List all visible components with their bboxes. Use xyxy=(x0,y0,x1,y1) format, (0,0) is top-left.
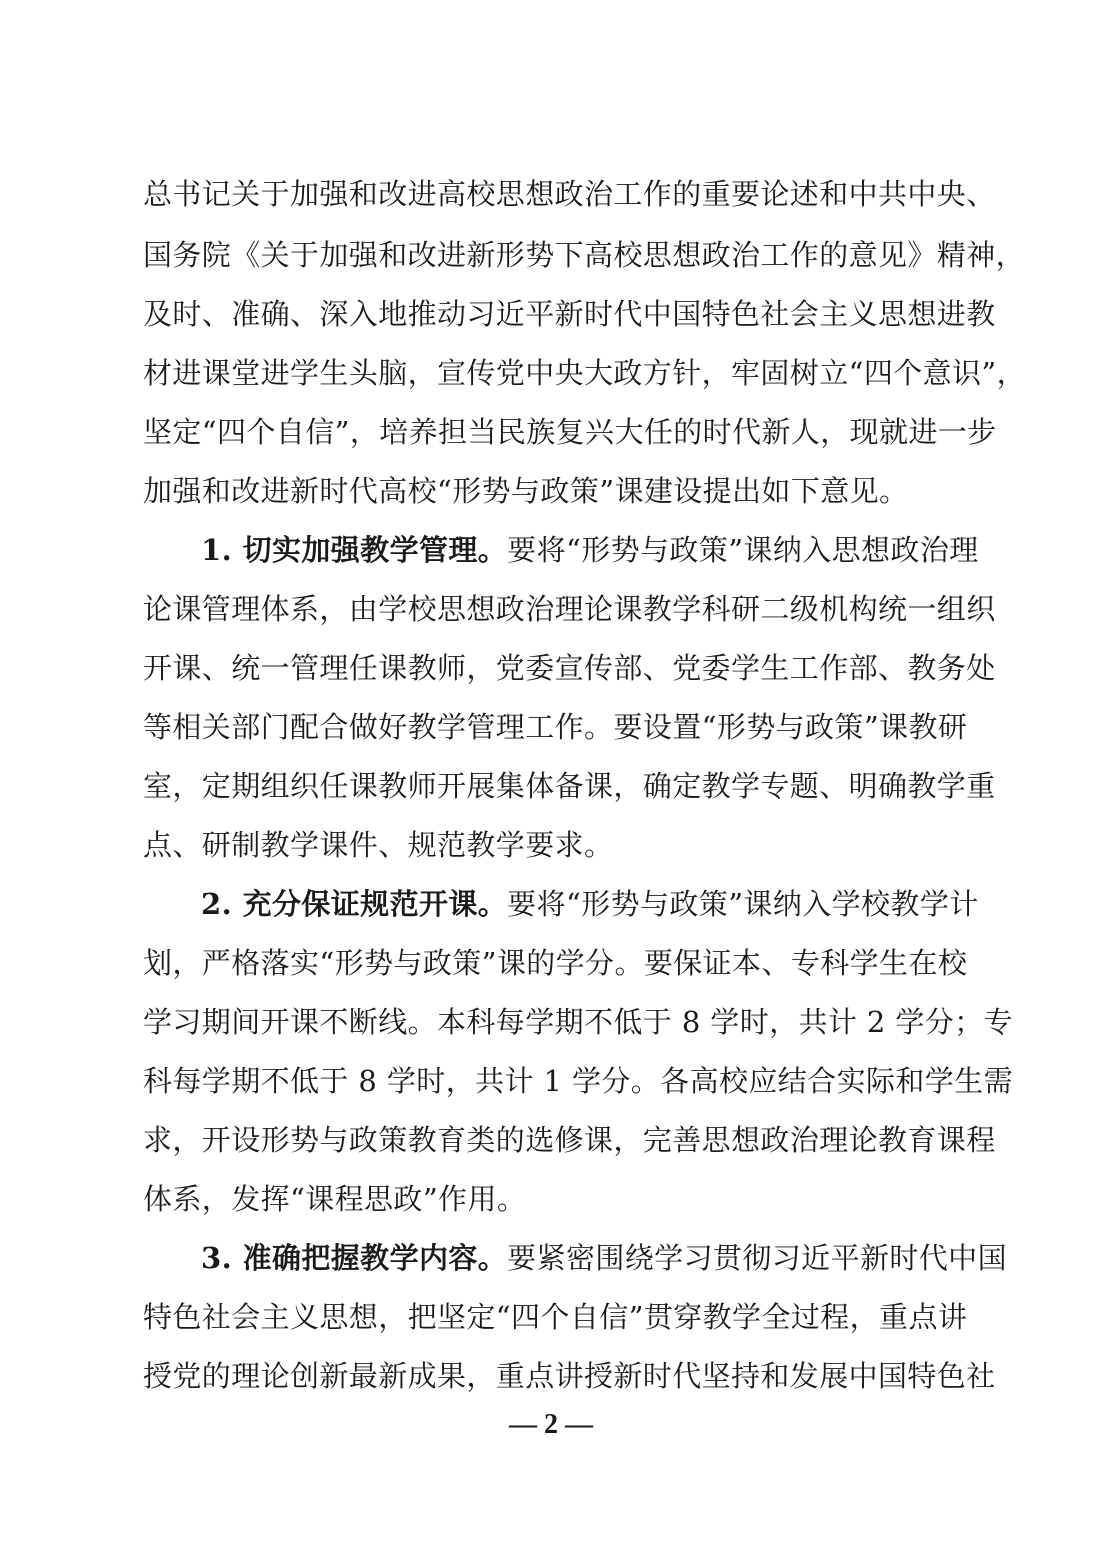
page-number: — 2 — xyxy=(509,1409,593,1440)
text-line: 总书记关于加强和改进高校思想政治工作的重要论述和中共中央、 xyxy=(143,177,996,211)
text-line: 点、研制教学课件、规范教学要求。 xyxy=(143,828,614,862)
section-heading: 1. 切实加强教学管理。 xyxy=(201,533,508,567)
text-line: 及时、准确、深入地推动习近平新时代中国特色社会主义思想进教 xyxy=(143,297,996,331)
section-heading: 2. 充分保证规范开课。 xyxy=(201,887,508,921)
text-line: 特色社会主义思想，把坚定“四个自信”贯穿教学全过程，重点讲 xyxy=(143,1300,968,1334)
text-line: 等相关部门配合做好教学管理工作。要设置“形势与政策”课教研 xyxy=(143,710,968,744)
text-line: 坚定“四个自信”，培养担当民族复兴大任的时代新人，现就进一步 xyxy=(143,415,997,449)
text-line: 材进课堂进学生头脑，宣传党中央大政方针，牢固树立“四个意识”， xyxy=(143,356,1027,390)
section-heading: 3. 准确把握教学内容。 xyxy=(201,1241,508,1275)
text-line: 论课管理体系，由学校思想政治理论课教学科研二级机构统一组织 xyxy=(143,592,996,626)
section-first-line xyxy=(201,1238,1007,1278)
text-line: 体系，发挥“课程思政”作用。 xyxy=(143,1182,527,1216)
text-line: 科每学期不低于 8 学时，共计 1 学分。各高校应结合实际和学生需 xyxy=(143,1064,1013,1098)
text-line: 授党的理论创新最新成果，重点讲授新时代坚持和发展中国特色社 xyxy=(143,1359,996,1393)
section-text: 要将“形势与政策”课纳入学校教学计 xyxy=(507,887,979,921)
section-first-line xyxy=(201,530,979,570)
text-line: 国务院《关于加强和改进新形势下高校思想政治工作的意见》精神， xyxy=(143,238,1026,272)
text-line: 求，开设形势与政策教育类的选修课，完善思想政治理论教育课程 xyxy=(143,1123,996,1157)
text-line: 加强和改进新时代高校“形势与政策”课建设提出如下意见。 xyxy=(143,474,909,508)
text-line: 室，定期组织任课教师开展集体备课，确定教学专题、明确教学重 xyxy=(143,769,996,803)
text-line: 学习期间开课不断线。本科每学期不低于 8 学时，共计 2 学分；专 xyxy=(143,1005,1013,1039)
section-text: 要将“形势与政策”课纳入思想政治理 xyxy=(507,533,979,567)
section-text: 要紧密围绕学习贯彻习近平新时代中国 xyxy=(507,1241,1007,1275)
text-line: 开课、统一管理任课教师，党委宣传部、党委学生工作部、教务处 xyxy=(143,651,996,685)
section-first-line xyxy=(201,884,979,924)
text-line: 划，严格落实“形势与政策”课的学分。要保证本、专科学生在校 xyxy=(143,946,968,980)
